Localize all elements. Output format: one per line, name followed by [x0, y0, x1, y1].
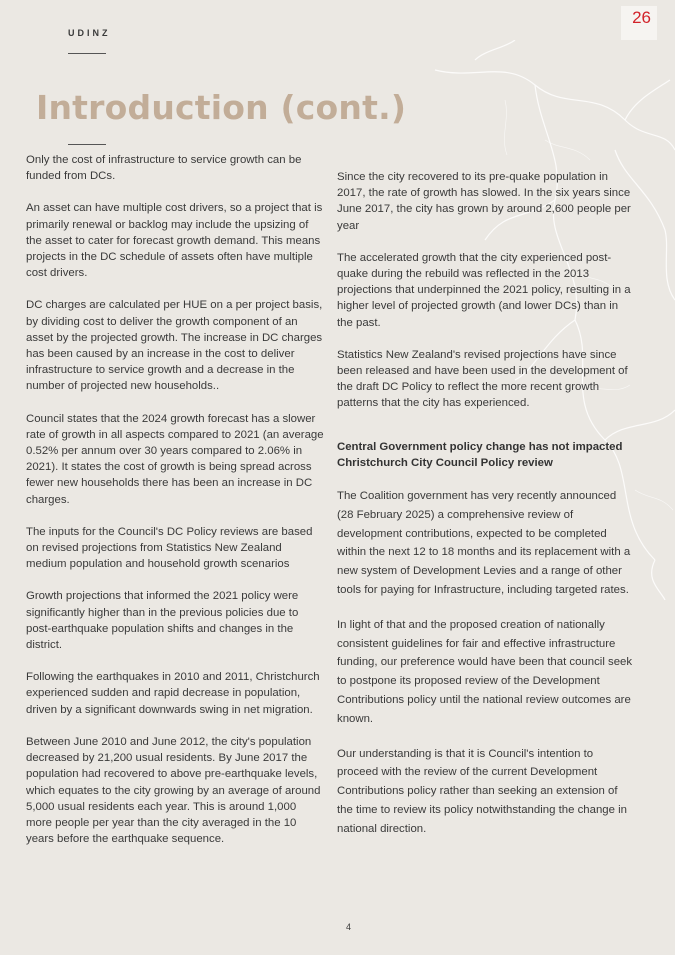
paragraph: DC charges are calculated per HUE on a per project basis, by dividing cost to deliver the growth component of an asset by the projected growth. The increase in DC charges has been caused by an increase in the cost to deliver infrastructure to service growth and a decrease in the number of projected new households.. — [26, 299, 323, 393]
paragraph: In light of that and the proposed creation of nationally consistent guidelines for fair and effective infrastructure funding, our preference would have been that council seek to postpone its proposed review of the Development Contributions policy until the national review outcomes are known. — [337, 618, 633, 725]
paragraph: The inputs for the Council's DC Policy reviews are based on revised projections from Statistics New Zealand medium population and household growth scenarios — [26, 525, 313, 571]
paragraph: Statistics New Zealand's revised projections have since been released and have been used in the development of the draft DC Policy to reflect the more recent growth patterns that the city has experienced. — [337, 348, 628, 410]
paragraph: Council states that the 2024 growth forecast has a slower rate of growth in all aspects compared to 2021 (an average 0.52% per annum over 30 years compared to 2.06% in 2021). It states the cost of growth is being spread across fewer new households there has been an increase in DC charges. — [26, 412, 324, 506]
paragraph: The accelerated growth that the city experienced post-quake during the rebuild was reflected in the 2013 projections that underpinned the 2021 policy, resulting in a higher level of projected growth (and lower DCs) than in the past. — [337, 251, 631, 329]
page-number: 26 — [632, 8, 651, 27]
section-heading: Central Government policy change has not impacted Christchurch City Council Policy review — [337, 440, 623, 469]
paragraph: Our understanding is that it is Council's intention to proceed with the review of the current Development Contributions policy rather than seeking an extension of the time to review its policy notwithstanding the change in national direction. — [337, 747, 627, 835]
paragraph: Following the earthquakes in 2010 and 2011, Christchurch experienced sudden and rapid decrease in population, driven by a significant downwards swing in net migration. — [26, 671, 320, 716]
left-column — [26, 152, 324, 863]
paragraph: An asset can have multiple cost drivers, so a project that is primarily renewal or backlog may include the upsizing of the asset to cater for forecast growth demand. This means projects in the DC schedule of assets often have multiple cost drivers. — [26, 202, 323, 280]
title-divider — [68, 144, 106, 145]
paragraph: Only the cost of infrastructure to service growth can be funded from DCs. — [26, 154, 302, 183]
paragraph: Growth projections that informed the 2021 policy were significantly higher than in the previous policies due to post-earthquake population shifts and changes in the district. — [26, 590, 299, 652]
brand-logo-text: UDINZ — [68, 28, 111, 38]
paragraph: Since the city recovered to its pre-quake population in 2017, the rate of growth has slowed. In the six years since June 2017, the city has grown by around 2,600 people per year — [337, 171, 631, 232]
brand-divider — [68, 53, 106, 54]
page-title: Introduction (cont.) — [36, 88, 407, 127]
paragraph: Between June 2010 and June 2012, the city's population decreased by 21,200 usual residents. By June 2017 the population had recovered to above pre-earthquake levels, which equates to the city growing by an average of around 5,000 usual residents each year. This is around 1,000 more people per year than the city averaged in the 10 years before the earthquake sequence. — [26, 735, 321, 846]
footer-page-number: 4 — [346, 922, 352, 932]
right-column — [337, 169, 635, 855]
paragraph: The Coalition government has very recently announced (28 February 2025) a comprehensive review of development contributions, expected to be completed within the next 12 to 18 months and its replacement with a new system of Development Levies and a range of other tools for paying for Infrastructure, including targeted rates. — [337, 490, 631, 597]
